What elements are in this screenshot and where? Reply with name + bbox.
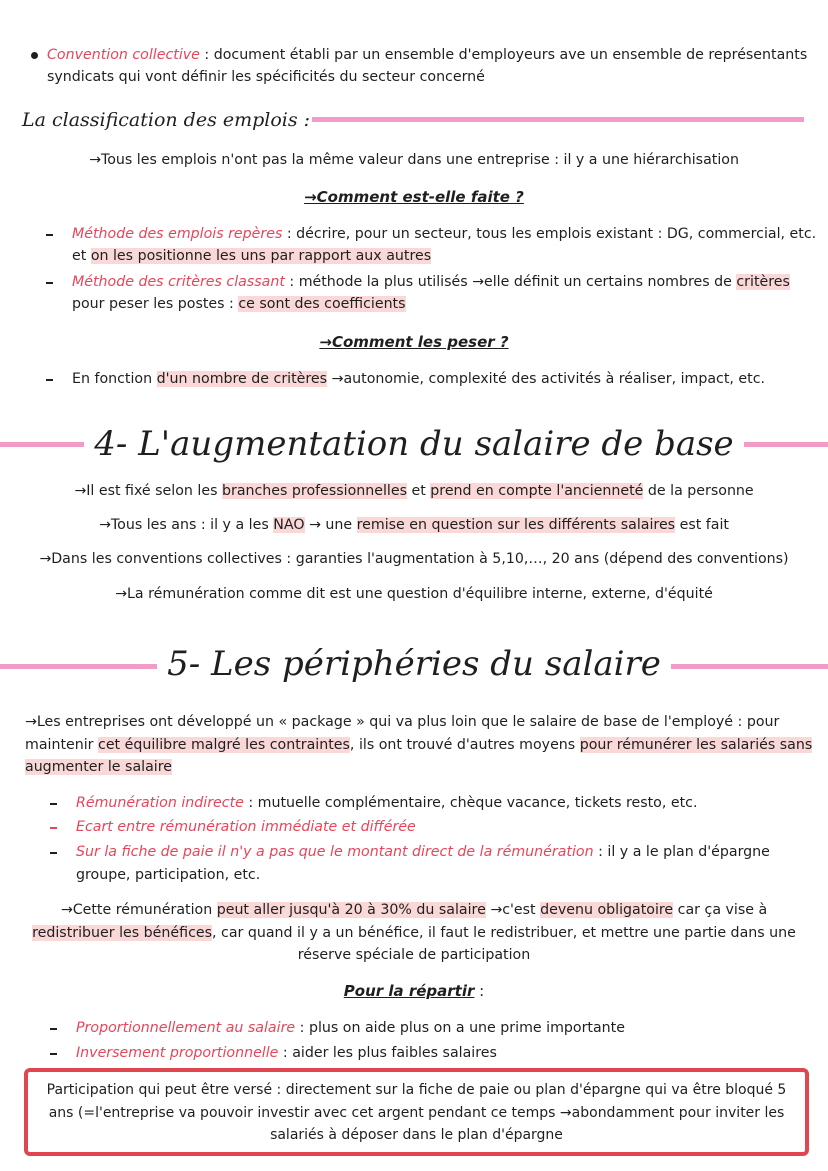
s4-l1-highlight-1: branches professionnelles xyxy=(221,483,407,499)
section-4-line-2 xyxy=(0,514,828,536)
method-2-highlight-2: ce sont des coefficients xyxy=(238,296,406,312)
s4-l1-highlight-2: prend en compte l'ancienneté xyxy=(430,483,644,499)
section-4-line-4: →La rémunération comme dit est une question d'équilibre interne, externe, d'équité xyxy=(115,586,713,602)
bullet-dot-icon xyxy=(31,52,38,59)
indirect-term: Rémunération indirecte xyxy=(76,795,244,811)
weigh-line xyxy=(72,368,765,390)
section-4-line-3: →Dans les conventions collectives : garanties l'augmentation à 5,10,…, 20 ans (dépend des conventions) xyxy=(39,551,789,567)
section-5-para-line-3 xyxy=(25,756,172,778)
method-2-line-2 xyxy=(72,293,406,315)
dash-icon xyxy=(46,282,53,284)
dash-icon xyxy=(50,803,57,805)
inversement-text: : aider les plus faibles salaires xyxy=(278,1045,497,1061)
bullet-ecart xyxy=(76,816,416,838)
fiche-term: Sur la fiche de paie il n'y a pas que le montant direct de la rémunération xyxy=(76,844,594,860)
bullet-fiche-line-1 xyxy=(76,841,770,863)
bullet-indirect xyxy=(76,792,697,814)
dash-icon xyxy=(50,1053,57,1055)
box-line-2: ans (=l'entreprise va pouvoir investir avec cet argent pendant ce temps →abondamment pour inviter les xyxy=(48,1105,785,1121)
box-line-1: Participation qui peut être versé : directement sur la fiche de paie ou plan d'épargne qui va être bloqué 5 xyxy=(46,1082,787,1098)
s4-l2-highlight-1: NAO xyxy=(273,517,305,533)
dash-icon xyxy=(46,234,53,236)
s4-l1-text-c: de la personne xyxy=(643,483,754,499)
s5-p2-text-a: maintenir xyxy=(25,737,99,753)
s4-l1-text-b: et xyxy=(406,483,431,499)
method-1-line-1 xyxy=(72,223,816,245)
convention-def: : document établi par un ensemble d'employeurs ave un ensemble de représentants xyxy=(199,47,808,63)
dash-icon xyxy=(46,379,53,381)
s5-p2-highlight-2: pour rémunérer les salariés sans xyxy=(579,737,813,753)
section-4-line-1 xyxy=(0,480,828,502)
dash-icon xyxy=(50,852,57,854)
dash-icon xyxy=(50,827,57,829)
section-4-heading-wrap xyxy=(0,422,828,466)
s4-l2-text-a: →Tous les ans : il y a les xyxy=(99,517,274,533)
fiche-text: : il y a le plan d'épargne xyxy=(593,844,770,860)
method-1-text-2: et xyxy=(72,248,91,264)
section-4-title: 4- L'augmentation du salaire de base xyxy=(84,424,743,464)
method-1-highlight: on les positionne les uns par rapport aux autres xyxy=(90,248,432,264)
indirect-text: : mutuelle complémentaire, chèque vacance, tickets resto, etc. xyxy=(243,795,698,811)
section-5-para-line-2 xyxy=(25,734,812,756)
classification-intro: →Tous les emplois n'ont pas la même valeur dans une entreprise : il y a une hiérarchisation xyxy=(89,152,739,168)
r1-highlight-1: peut aller jusqu'à 20 à 30% du salaire xyxy=(216,902,486,918)
method-2-text: : méthode la plus utilisés →elle définit un certains nombres de xyxy=(284,274,737,290)
r1-text-b: →c'est xyxy=(485,902,541,918)
convention-term: Convention collective xyxy=(47,47,200,63)
r1-highlight-2: devenu obligatoire xyxy=(540,902,674,918)
method-2-highlight-1: critères xyxy=(736,274,790,290)
participation-box xyxy=(24,1068,809,1156)
dash-icon xyxy=(50,1028,57,1030)
s4-l2-text-c: est fait xyxy=(675,517,729,533)
s4-l2-highlight-2: remise en question sur les différents salaires xyxy=(356,517,676,533)
s4-l2-text-b: → une xyxy=(304,517,357,533)
r2-highlight: redistribuer les bénéfices xyxy=(32,925,212,941)
inversement-term: Inversement proportionnelle xyxy=(76,1045,279,1061)
s5-p3-highlight: augmenter le salaire xyxy=(25,759,172,775)
method-2-text-2: pour peser les postes : xyxy=(72,296,239,312)
box-line-3: salariés à déposer dans le plan d'épargne xyxy=(270,1127,563,1143)
s4-l1-text-a: →Il est fixé selon les xyxy=(74,483,222,499)
s5-p2-text-b: , ils ont trouvé d'autres moyens xyxy=(349,737,580,753)
remuneration-line-3: réserve spéciale de participation xyxy=(297,947,531,963)
convention-line-1 xyxy=(47,44,807,66)
repartir-colon: : xyxy=(474,982,485,1000)
classification-title: La classification des emplois : xyxy=(22,109,311,131)
repartir-heading xyxy=(0,980,828,1002)
question-how-made: →Comment est-elle faite ? xyxy=(304,188,524,206)
weigh-text-2: →autonomie, complexité des activités à réaliser, impact, etc. xyxy=(327,371,766,387)
method-2-term: Méthode des critères classant xyxy=(72,274,285,290)
convention-line-2: syndicats qui vont définir les spécificités du secteur concerné xyxy=(47,69,485,85)
section-5-para-line-1: →Les entreprises ont développé un « package » qui va plus loin que le salaire de base de l'employé : pour xyxy=(25,714,780,730)
weigh-highlight: d'un nombre de critères xyxy=(156,371,328,387)
method-1-term: Méthode des emplois repères xyxy=(72,226,283,242)
classification-underline xyxy=(312,117,804,122)
section-5-title: 5- Les périphéries du salaire xyxy=(157,644,671,684)
method-1-text: : décrire, pour un secteur, tous les emplois existant : DG, commercial, etc. xyxy=(282,226,817,242)
proportionnel-text: : plus on aide plus on a une prime importante xyxy=(295,1020,625,1036)
r1-text-c: car ça vise à xyxy=(673,902,768,918)
repartir-title: Pour la répartir xyxy=(343,982,475,1000)
r1-text-a: →Cette rémunération xyxy=(60,902,217,918)
weigh-text-1: En fonction xyxy=(72,371,157,387)
bullet-fiche-line-2: groupe, participation, etc. xyxy=(76,867,261,883)
section-5-heading-wrap xyxy=(0,642,828,686)
proportionnel-term: Proportionnellement au salaire xyxy=(76,1020,296,1036)
method-2-line-1 xyxy=(72,271,790,293)
r2-text: , car quand il y a un bénéfice, il faut le redistribuer, et mettre une partie dans une xyxy=(212,925,796,941)
bullet-proportionnel xyxy=(76,1017,625,1039)
s5-p2-highlight-1: cet équilibre malgré les contraintes xyxy=(98,737,350,753)
ecart-term: Ecart entre rémunération immédiate et différée xyxy=(76,819,416,835)
bullet-inversement xyxy=(76,1042,497,1064)
remuneration-line-2 xyxy=(0,922,828,944)
method-1-line-2 xyxy=(72,245,431,267)
remuneration-line-1 xyxy=(0,899,828,921)
question-how-weigh: →Comment les peser ? xyxy=(319,333,509,351)
